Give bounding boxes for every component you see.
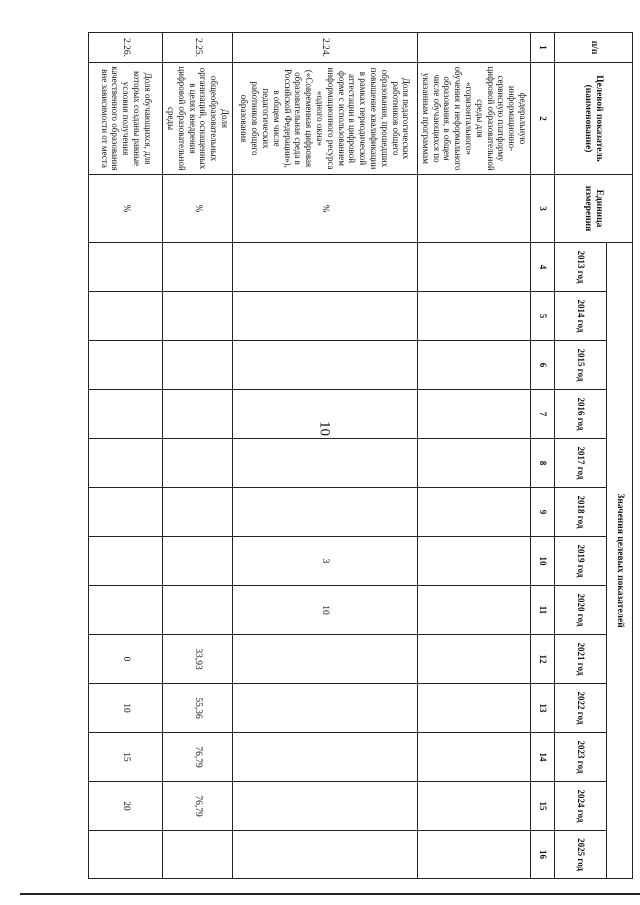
index-cell: 15 (531, 782, 555, 831)
row-value (418, 488, 531, 537)
row-name: Доля общеобразовательных организаций, оснащенных в целях внедрения цифровой образовательной среды (163, 63, 233, 175)
row-value (89, 390, 163, 439)
header-year: 2024 год (555, 782, 607, 831)
row-num: 2.25. (163, 33, 233, 63)
row-value: 55,36 (163, 684, 233, 733)
header-year: 2023 год (555, 733, 607, 782)
index-cell: 1 (531, 33, 555, 63)
row-value: 20 (89, 782, 163, 831)
row-value (418, 684, 531, 733)
row-value: 0 (89, 635, 163, 684)
row-unit: % (233, 175, 418, 243)
row-value (89, 488, 163, 537)
index-cell: 8 (531, 439, 555, 488)
row-value (163, 390, 233, 439)
row-value (418, 390, 531, 439)
index-cell: 9 (531, 488, 555, 537)
row-value (418, 635, 531, 684)
index-cell: 2 (531, 63, 555, 175)
row-num: 2.24. (233, 33, 418, 63)
row-value (233, 782, 418, 831)
row-value (233, 635, 418, 684)
row-value (233, 684, 418, 733)
header-unit: Единица измерения (555, 175, 633, 243)
row-value (233, 831, 418, 879)
row-value (163, 341, 233, 390)
row-value (163, 243, 233, 292)
row-value (89, 243, 163, 292)
row-num (418, 33, 531, 63)
row-num: 2.26. (89, 33, 163, 63)
row-value: 3 (233, 537, 418, 586)
row-value (163, 439, 233, 488)
index-cell: 13 (531, 684, 555, 733)
row-value (233, 243, 418, 292)
header-year: 2016 год (555, 390, 607, 439)
row-name: федеральную информационно-сервисную платформу цифровой образовательной среды для «горизонтального» обучения и неформального образования, в общем числе обучающихся по указанным программам (418, 63, 531, 175)
page-number: 10 (316, 421, 333, 436)
row-value (89, 537, 163, 586)
header-year: 2015 год (555, 341, 607, 390)
row-value (418, 243, 531, 292)
row-value (418, 439, 531, 488)
row-value: 76,79 (163, 782, 233, 831)
row-value (418, 537, 531, 586)
row-value (163, 537, 233, 586)
index-cell: 10 (531, 537, 555, 586)
header-num: п/п (555, 33, 633, 63)
table-row (233, 33, 418, 879)
index-cell: 4 (531, 243, 555, 292)
header-year: 2025 год (555, 831, 607, 879)
index-cell: 14 (531, 733, 555, 782)
row-value (163, 831, 233, 879)
row-value (418, 341, 531, 390)
header-year: 2017 год (555, 439, 607, 488)
header-year: 2020 год (555, 586, 607, 635)
row-name: Доля педагогических работников общего образования, прошедших повышение квалификации в рамках периодической аттестации в цифровой форме с использованием информационного ресурса «одного окна» («Современная цифровая образовательная среда в Российской Федерации»), в общем числе педагогических работников общего образования (233, 63, 418, 175)
header-year: 2021 год (555, 635, 607, 684)
row-value (418, 733, 531, 782)
header-year: 2013 год (555, 243, 607, 292)
row-value: 10 (89, 684, 163, 733)
header-year: 2018 год (555, 488, 607, 537)
index-cell: 5 (531, 292, 555, 341)
row-value: 10 (233, 586, 418, 635)
row-unit (418, 175, 531, 243)
row-value (163, 488, 233, 537)
header-year: 2019 год (555, 537, 607, 586)
row-value: 15 (89, 733, 163, 782)
row-value: 76,79 (163, 733, 233, 782)
row-name: Доля обучающихся, для которых созданы равные условия получения качественного образования вне зависимости от места (89, 63, 163, 175)
index-cell: 12 (531, 635, 555, 684)
row-value (418, 782, 531, 831)
row-unit: % (89, 175, 163, 243)
index-cell: 3 (531, 175, 555, 243)
row-unit: % (163, 175, 233, 243)
row-value (163, 292, 233, 341)
index-cell: 6 (531, 341, 555, 390)
index-cell: 11 (531, 586, 555, 635)
row-value (89, 292, 163, 341)
row-value (233, 439, 418, 488)
header-year: 2014 год (555, 292, 607, 341)
table-row (418, 33, 531, 879)
row-value (233, 733, 418, 782)
bottom-rule (20, 893, 640, 895)
row-value (89, 831, 163, 879)
table-row (89, 33, 163, 879)
index-cell: 16 (531, 831, 555, 879)
row-value (89, 341, 163, 390)
row-value (163, 586, 233, 635)
header-name: Целевой показатель (наименование) (555, 63, 633, 175)
row-value (233, 390, 418, 439)
row-value (418, 831, 531, 879)
index-cell: 7 (531, 390, 555, 439)
rotated-table-container (99, 32, 633, 877)
row-value (233, 341, 418, 390)
table-row (163, 33, 233, 879)
row-value (233, 488, 418, 537)
row-value (418, 586, 531, 635)
row-value (233, 292, 418, 341)
row-value (418, 292, 531, 341)
row-value: 33,93 (163, 635, 233, 684)
indicators-table (88, 32, 633, 879)
row-value (89, 586, 163, 635)
row-value (89, 439, 163, 488)
header-values-group: Значения целевых показателей (607, 243, 633, 879)
header-year: 2022 год (555, 684, 607, 733)
